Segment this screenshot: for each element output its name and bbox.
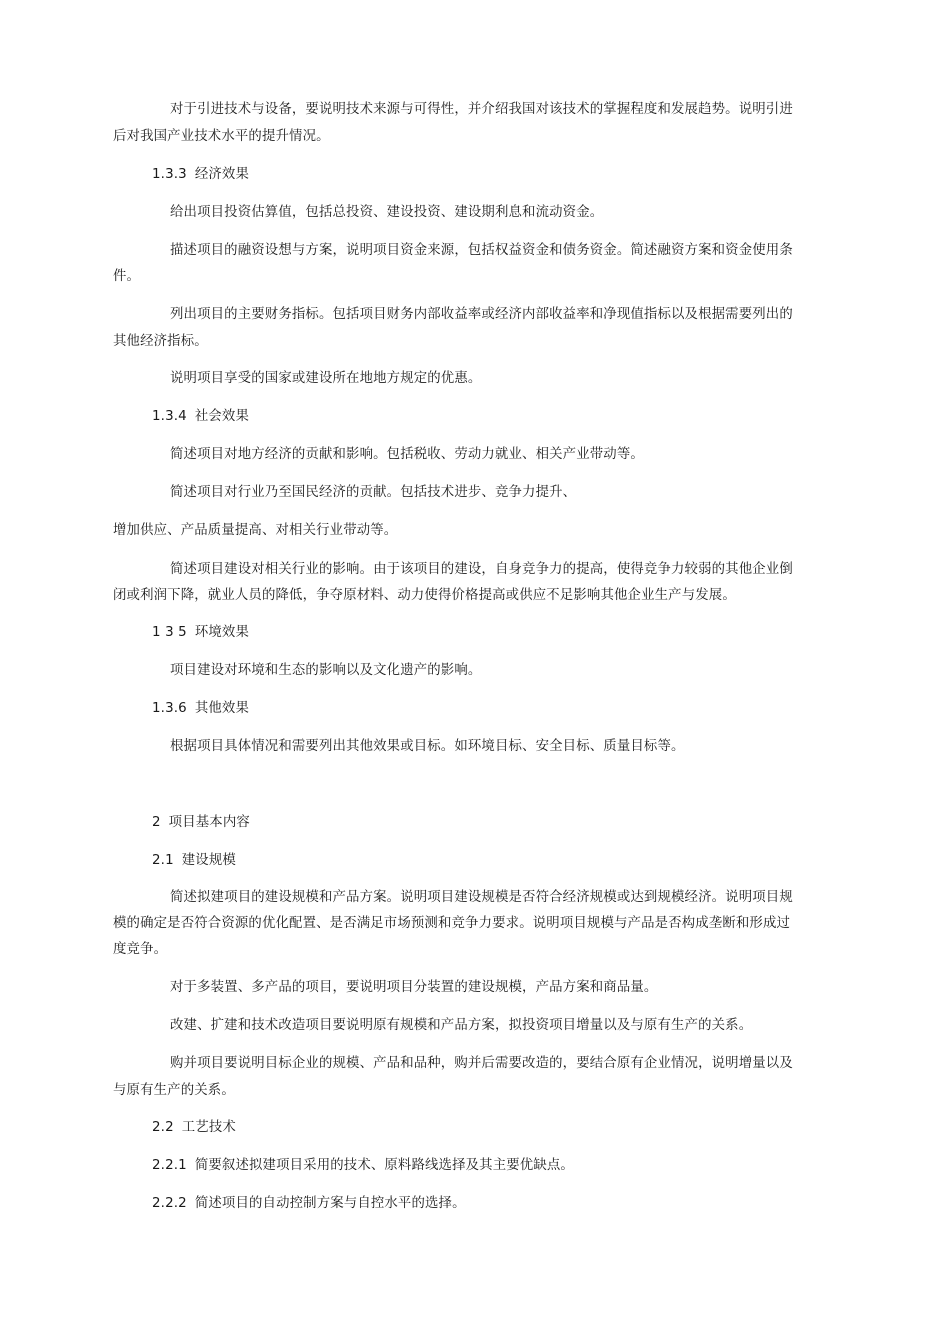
section-heading-1-3-6 — [152, 700, 249, 718]
section-heading-1-3-4 — [152, 408, 249, 426]
section-title: 工艺技术 — [181, 1120, 236, 1135]
section-number: 1.3.6 — [152, 701, 187, 716]
section-number: 1.3.3 — [152, 167, 187, 182]
paragraph-line: 项目建设对环境和生态的影响以及文化遗产的影响。 — [170, 663, 482, 678]
section-title: 项目基本内容 — [168, 815, 250, 830]
section-heading-2-1 — [152, 852, 236, 870]
section-number: 2.2 — [152, 1120, 174, 1135]
section-number: 2.1 — [152, 853, 174, 868]
paragraph-line: 度竞争。 — [113, 942, 168, 957]
section-title: 社会效果 — [194, 409, 249, 424]
section-number: 1 3 5 — [152, 625, 187, 640]
section-number: 2 — [152, 815, 161, 830]
section-title: 简述项目的自动控制方案与自控水平的选择。 — [194, 1196, 466, 1211]
section-heading-2-2-2 — [152, 1195, 466, 1213]
section-heading-2-2 — [152, 1119, 236, 1137]
section-title: 建设规模 — [181, 853, 236, 868]
paragraph-line: 对于多装置、多产品的项目，要说明项目分装置的建设规模，产品方案和商品量。 — [170, 980, 658, 995]
section-number: 2.2.1 — [152, 1158, 187, 1173]
section-heading-2-2-1 — [152, 1157, 574, 1175]
section-heading-1-3-5 — [152, 624, 249, 642]
paragraph-line: 给出项目投资估算值，包括总投资、建设投资、建设期利息和流动资金。 — [170, 205, 604, 220]
paragraph-line: 模的确定是否符合资源的优化配置、是否满足市场预测和竞争力要求。说明项目规模与产品是否构成垄断和形成过 — [113, 916, 791, 931]
section-title: 简要叙述拟建项目采用的技术、原料路线选择及其主要优缺点。 — [194, 1158, 574, 1173]
paragraph-line: 购并项目要说明目标企业的规模、产品和品种，购并后需要改造的，要结合原有企业情况，说明增量以及 — [170, 1056, 793, 1071]
section-title: 环境效果 — [194, 625, 249, 640]
paragraph-line: 简述项目对行业乃至国民经济的贡献。包括技术进步、竞争力提升、 — [170, 485, 577, 500]
paragraph-line: 闭或利润下降，就业人员的降低，争夺原材料、动力使得价格提高或供应不足影响其他企业生产与发展。 — [113, 588, 736, 603]
paragraph-line: 描述项目的融资设想与方案，说明项目资金来源，包括权益资金和债务资金。简述融资方案和资金使用条 — [170, 243, 793, 258]
section-title: 其他效果 — [194, 701, 249, 716]
paragraph-line: 与原有生产的关系。 — [113, 1083, 235, 1098]
section-number: 2.2.2 — [152, 1196, 187, 1211]
paragraph-line: 简述拟建项目的建设规模和产品方案。说明项目建设规模是否符合经济规模或达到规模经济。说明项目规 — [170, 890, 793, 905]
section-number: 1.3.4 — [152, 409, 187, 424]
paragraph-line: 件。 — [113, 269, 141, 284]
paragraph-line: 改建、扩建和技术改造项目要说明原有规模和产品方案，拟投资项目增量以及与原有生产的关系。 — [170, 1018, 753, 1033]
paragraph-line: 说明项目享受的国家或建设所在地地方规定的优惠。 — [170, 371, 482, 386]
section-heading-2 — [152, 814, 250, 832]
section-heading-1-3-3 — [152, 166, 249, 184]
paragraph-line: 列出项目的主要财务指标。包括项目财务内部收益率或经济内部收益率和净现值指标以及根据需要列出的 — [170, 307, 793, 322]
paragraph-line: 后对我国产业技术水平的提升情况。 — [113, 129, 330, 144]
paragraph-line: 根据项目具体情况和需要列出其他效果或目标。如环境目标、安全目标、质量目标等。 — [170, 739, 685, 754]
paragraph-line: 增加供应、产品质量提高、对相关行业带动等。 — [113, 523, 398, 538]
paragraph-line: 简述项目建设对相关行业的影响。由于该项目的建设，自身竞争力的提高，使得竞争力较弱的其他企业倒 — [170, 562, 793, 577]
paragraph-line: 对于引进技术与设备，要说明技术来源与可得性，并介绍我国对该技术的掌握程度和发展趋势。说明引进 — [170, 102, 793, 117]
paragraph-line: 其他经济指标。 — [113, 334, 208, 349]
paragraph-line: 简述项目对地方经济的贡献和影响。包括税收、劳动力就业、相关产业带动等。 — [170, 447, 644, 462]
section-title: 经济效果 — [194, 167, 249, 182]
